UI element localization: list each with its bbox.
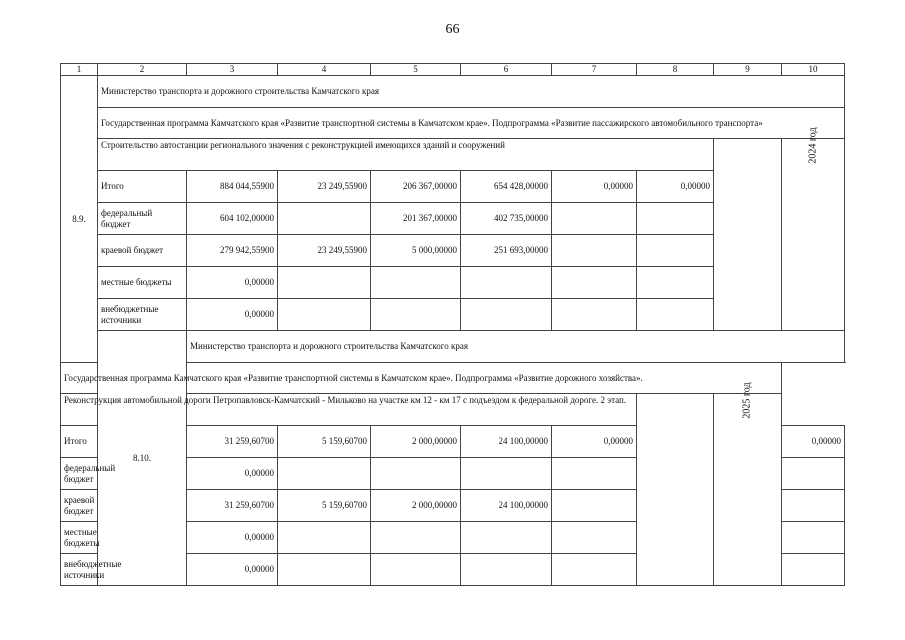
cell-value (782, 554, 845, 586)
cell-value: 2 000,00000 (371, 426, 461, 458)
year-cell (714, 382, 782, 586)
section-index: 8.10. (98, 331, 187, 586)
empty-cell (637, 394, 714, 586)
cell-value (371, 458, 461, 490)
cell-value: 0,00000 (187, 554, 278, 586)
cell-value (552, 554, 637, 586)
cell-value (552, 203, 637, 235)
cell-value (552, 267, 637, 299)
cell-value: 0,00000 (187, 299, 278, 331)
cell-value (552, 235, 637, 267)
cell-value: 24 100,00000 (461, 426, 552, 458)
row-label: федеральный бюджет (61, 458, 98, 490)
section-object-row (61, 394, 845, 426)
section-department-row (61, 331, 845, 363)
cell-value (552, 490, 637, 522)
row-label: федеральный бюджет (98, 203, 187, 235)
cell-value: 402 735,00000 (461, 203, 552, 235)
row-label: краевой бюджет (98, 235, 187, 267)
cell-value: 201 367,00000 (371, 203, 461, 235)
cell-value (552, 299, 637, 331)
header-cell: 8 (637, 64, 714, 76)
cell-value: 5 159,60700 (278, 490, 371, 522)
cell-value: 0,00000 (552, 426, 637, 458)
header-cell: 10 (782, 64, 845, 76)
department-name: Министерство транспорта и дорожного строительства Камчатского края (187, 331, 845, 363)
cell-value (637, 203, 714, 235)
row-label: внебюджетные источники (61, 554, 98, 586)
program-name: Государственная программа Камчатского края «Развитие транспортной системы в Камчатском крае». Подпрограмма «Развитие дорожного хозяйства». (61, 363, 782, 394)
row-label: Итого (61, 426, 98, 458)
cell-value (461, 458, 552, 490)
year-cell (782, 127, 845, 331)
page-number: 66 (445, 22, 460, 37)
section-object-row (61, 139, 845, 171)
cell-value (278, 267, 371, 299)
cell-value (371, 267, 461, 299)
cell-value (371, 554, 461, 586)
cell-value: 206 367,00000 (371, 171, 461, 203)
cell-value: 0,00000 (187, 458, 278, 490)
cell-value (278, 522, 371, 554)
header-cell: 4 (278, 64, 371, 76)
object-name: Строительство автостанции регионального значения с реконструкцией имеющихся зданий и сооружений (98, 139, 714, 171)
section-department-row (61, 76, 845, 108)
cell-value (278, 203, 371, 235)
header-cell: 3 (187, 64, 278, 76)
cell-value: 0,00000 (637, 171, 714, 203)
header-cell: 9 (714, 64, 782, 76)
cell-value: 31 259,60700 (187, 490, 278, 522)
cell-value (461, 299, 552, 331)
row-label: внебюджетные источники (98, 299, 187, 331)
cell-value (371, 299, 461, 331)
header-cell: 6 (461, 64, 552, 76)
cell-value: 5 159,60700 (278, 426, 371, 458)
cell-value: 884 044,55900 (187, 171, 278, 203)
cell-value (637, 235, 714, 267)
header-cell: 1 (61, 64, 98, 76)
cell-value (552, 458, 637, 490)
cell-value (782, 458, 845, 490)
year-label: 2025 год (742, 382, 753, 419)
cell-value (637, 267, 714, 299)
cell-value (552, 522, 637, 554)
cell-value (637, 299, 714, 331)
row-label: местные бюджеты (61, 522, 98, 554)
cell-value: 654 428,00000 (461, 171, 552, 203)
cell-value: 5 000,00000 (371, 235, 461, 267)
cell-value: 0,00000 (552, 171, 637, 203)
cell-value: 0,00000 (782, 426, 845, 458)
cell-value (782, 490, 845, 522)
section-program-row (61, 108, 845, 139)
cell-value: 2 000,00000 (371, 490, 461, 522)
section-index: 8.9. (61, 76, 98, 363)
header-cell: 7 (552, 64, 637, 76)
cell-value: 31 259,60700 (187, 426, 278, 458)
row-label: местные бюджеты (98, 267, 187, 299)
cell-value (461, 554, 552, 586)
cell-value (371, 522, 461, 554)
program-name: Государственная программа Камчатского края «Развитие транспортной системы в Камчатском крае». Подпрограмма «Развитие пассажирского автомобильного транспорта» (98, 108, 845, 139)
budget-table (60, 63, 845, 586)
empty-cell (714, 139, 782, 331)
cell-value (782, 522, 845, 554)
header-cell: 5 (371, 64, 461, 76)
cell-value: 23 249,55900 (278, 171, 371, 203)
cell-value (278, 299, 371, 331)
cell-value (461, 267, 552, 299)
cell-value: 23 249,55900 (278, 235, 371, 267)
cell-value: 251 693,00000 (461, 235, 552, 267)
cell-value: 0,00000 (187, 522, 278, 554)
row-label: краевой бюджет (61, 490, 98, 522)
cell-value (278, 554, 371, 586)
object-name: Реконструкция автомобильной дороги Петропавловск-Камчатский - Мильково на участке км 12 - км 17 с подъездом к федеральной дороге. 2 этап. (61, 394, 637, 426)
cell-value (461, 522, 552, 554)
header-cell: 2 (98, 64, 187, 76)
cell-value: 604 102,00000 (187, 203, 278, 235)
cell-value: 24 100,00000 (461, 490, 552, 522)
cell-value: 279 942,55900 (187, 235, 278, 267)
section-program-row (61, 363, 845, 394)
cell-value (278, 458, 371, 490)
cell-value: 0,00000 (187, 267, 278, 299)
year-label: 2024 год (807, 127, 819, 164)
row-label: Итого (98, 171, 187, 203)
header-row (61, 64, 845, 76)
department-name: Министерство транспорта и дорожного строительства Камчатского края (98, 76, 845, 108)
